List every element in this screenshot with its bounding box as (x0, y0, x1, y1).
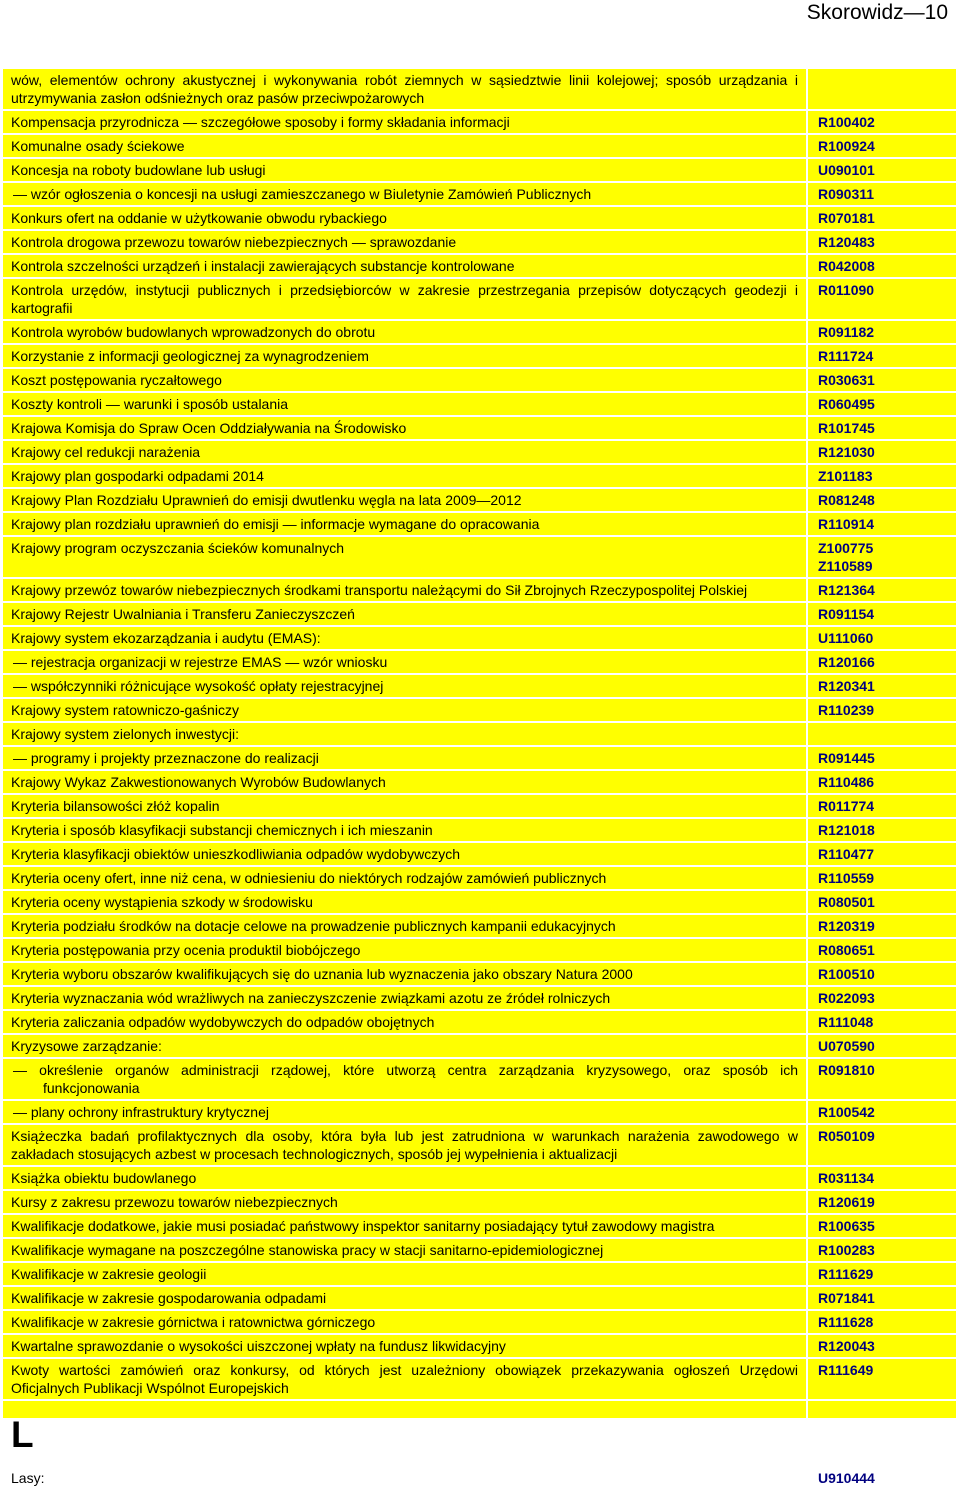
entry-code[interactable]: R022093 (808, 987, 956, 1011)
entry-code[interactable]: R081248 (808, 489, 956, 513)
entry-text: Krajowy Plan Rozdziału Uprawnień do emisji dwutlenku węgla na lata 2009—2012 (3, 489, 808, 513)
entry-text: — plany ochrony infrastruktury krytycznej (3, 1101, 808, 1125)
entry-code[interactable]: R071841 (808, 1287, 956, 1311)
entry-text: Kwalifikacje w zakresie geologii (3, 1263, 808, 1287)
entry-code (808, 723, 956, 747)
entry-text: Kontrola drogowa przewozu towarów niebezpiecznych — sprawozdanie (3, 231, 808, 255)
entry-code[interactable]: R111649 (808, 1359, 956, 1401)
entry-text: Koszt postępowania ryczałtowego (3, 369, 808, 393)
entry-code[interactable]: R120483 (808, 231, 956, 255)
entry-code[interactable]: R120166 (808, 651, 956, 675)
entry-code[interactable]: R091445 (808, 747, 956, 771)
entry-text: Kryzysowe zarządzanie: (3, 1035, 808, 1059)
entry-code[interactable]: R120319 (808, 915, 956, 939)
entry-code[interactable]: R091154 (808, 603, 956, 627)
entry-code[interactable]: R121018 (808, 819, 956, 843)
entry-code[interactable]: R030631 (808, 369, 956, 393)
entry-text: Kryteria oceny ofert, inne niż cena, w odniesieniu do niektórych rodzajów zamówień publicznych (3, 867, 808, 891)
entry-text: Kontrola urzędów, instytucji publicznych i przedsiębiorców w zakresie przestrzegania przepisów dotyczących geodezji i kartografii (3, 279, 808, 321)
entry-code[interactable]: R031134 (808, 1167, 956, 1191)
entry-code[interactable]: R120341 (808, 675, 956, 699)
section-letter-blank (808, 1401, 956, 1467)
entry-code[interactable]: R080651 (808, 939, 956, 963)
entry-code[interactable]: Z100775 Z110589 (808, 537, 956, 579)
index-table (3, 67, 956, 1486)
entry-code[interactable]: R100635 (808, 1215, 956, 1239)
entry-text: Kompensacja przyrodnicza — szczegółowe sposoby i formy składania informacji (3, 111, 808, 135)
entry-text: Kryteria podziału środków na dotacje celowe na prowadzenie publicznych kampanii edukacyjnych (3, 915, 808, 939)
entry-text: Kwoty wartości zamówień oraz konkursy, od których jest uzależniony obowiązek przekazywania ogłoszeń Urzędowi Oficjalnych Publikacji Wspólnot Europejskich (3, 1359, 808, 1401)
entry-text: Kryteria zaliczania odpadów wydobywczych do odpadów obojętnych (3, 1011, 808, 1035)
entry-text: Krajowy system ratowniczo-gaśniczy (3, 699, 808, 723)
entry-text: Kryteria bilansowości złóż kopalin (3, 795, 808, 819)
entry-text: — programy i projekty przeznaczone do realizacji (3, 747, 808, 771)
entry-code[interactable]: R091182 (808, 321, 956, 345)
entry-text: Kwalifikacje dodatkowe, jakie musi posiadać państwowy inspektor sanitarny posiadający tytuł zawodowy magistra (3, 1215, 808, 1239)
entry-code[interactable]: R120619 (808, 1191, 956, 1215)
entry-code[interactable]: U910444 (818, 1470, 875, 1486)
entry-code (808, 69, 956, 111)
entry-code[interactable]: R100402 (808, 111, 956, 135)
entry-text: Krajowy Rejestr Uwalniania i Transferu Zanieczyszczeń (3, 603, 808, 627)
entry-code[interactable]: R100283 (808, 1239, 956, 1263)
entry-code[interactable]: R091810 (808, 1059, 956, 1101)
entry-code[interactable]: R110477 (808, 843, 956, 867)
entry-text: Krajowy Wykaz Zakwestionowanych Wyrobów Budowlanych (3, 771, 808, 795)
entry-text: Kursy z zakresu przewozu towarów niebezpiecznych (3, 1191, 808, 1215)
entry-code[interactable]: R111048 (808, 1011, 956, 1035)
entry-code[interactable]: U070590 (808, 1035, 956, 1059)
entry-code[interactable]: R090311 (808, 183, 956, 207)
entry-text: Koszty kontroli — warunki i sposób ustalania (3, 393, 808, 417)
entry-code[interactable]: R011090 (808, 279, 956, 321)
entry-text: — rejestracja organizacji w rejestrze EMAS — wzór wniosku (3, 651, 808, 675)
entry-text: Krajowy program oczyszczania ścieków komunalnych (3, 537, 808, 579)
entry-code[interactable]: R070181 (808, 207, 956, 231)
entry-text: Kontrola szczelności urządzeń i instalacji zawierających substancje kontrolowane (3, 255, 808, 279)
entry-text: Kryteria oceny wystąpienia szkody w środowisku (3, 891, 808, 915)
entry-text: wów, elementów ochrony akustycznej i wykonywania robót ziemnych w sąsiedztwie linii kolejowej; sposób urządzania i utrzymywania zasłon odśnieżnych oraz pasów przeciwpożarowych (3, 69, 808, 111)
entry-text: Krajowy plan gospodarki odpadami 2014 (3, 465, 808, 489)
entry-text: Kwalifikacje w zakresie górnictwa i ratownictwa górniczego (3, 1311, 808, 1335)
entry-code[interactable]: R080501 (808, 891, 956, 915)
entry-text: Korzystanie z informacji geologicznej za wynagrodzeniem (3, 345, 808, 369)
entry-text: Kryteria i sposób klasyfikacji substancji chemicznych i ich mieszanin (3, 819, 808, 843)
entry-text: Kryteria klasyfikacji obiektów unieszkodliwiania odpadów wydobywczych (3, 843, 808, 867)
entry-text: Krajowy cel redukcji narażenia (3, 441, 808, 465)
entry-code[interactable]: R111724 (808, 345, 956, 369)
entry-text: Książeczka badań profilaktycznych dla osoby, która była lub jest zatrudniona w warunkach narażenia zawodowego w zakładach stosujących azbest w procesach technologicznych, sposób jej wypełnienia i aktualizacji (3, 1125, 808, 1167)
entry-text: Konkurs ofert na oddanie w użytkowanie obwodu rybackiego (3, 207, 808, 231)
entry-text: Krajowa Komisja do Spraw Ocen Oddziaływania na Środowisko (3, 417, 808, 441)
entry-text: Kontrola wyrobów budowlanych wprowadzonych do obrotu (3, 321, 808, 345)
entry-code[interactable]: R050109 (808, 1125, 956, 1167)
entry-code[interactable]: U090101 (808, 159, 956, 183)
entry-code[interactable]: R110239 (808, 699, 956, 723)
entry-text: — określenie organów administracji rządowej, które utworzą centra zarządzania kryzysowego, oraz sposób ich funkcjonowania (3, 1059, 808, 1101)
entry-text: Kwalifikacje w zakresie gospodarowania odpadami (3, 1287, 808, 1311)
entry-text: Książka obiektu budowlanego (3, 1167, 808, 1191)
entry-code[interactable]: R060495 (808, 393, 956, 417)
entry-code[interactable]: R011774 (808, 795, 956, 819)
entry-code[interactable]: R110914 (808, 513, 956, 537)
entry-code[interactable]: R121364 (808, 579, 956, 603)
entry-text: Kwalifikacje wymagane na poszczególne stanowiska pracy w stacji sanitarno-epidemiologicznej (3, 1239, 808, 1263)
page-title: Skorowidz—10 (806, 1, 948, 24)
entry-text: Krajowy system ekozarządzania i audytu (EMAS): (3, 627, 808, 651)
entry-text: Koncesja na roboty budowlane lub usługi (3, 159, 808, 183)
entry-text: — wzór ogłoszenia o koncesji na usługi zamieszczanego w Biuletynie Zamówień Publicznych (3, 183, 808, 207)
entry-code[interactable]: U111060 (808, 627, 956, 651)
entry-text: Krajowy przewóz towarów niebezpiecznych środkami transportu należącymi do Sił Zbrojnych Rzeczypospolitej Polskiej (3, 579, 808, 603)
entry-code[interactable]: R111628 (808, 1311, 956, 1335)
entry-text: Kryteria wyznaczania wód wrażliwych na zanieczyszczenie związkami azotu ze źródeł rolniczych (3, 987, 808, 1011)
entry-code[interactable]: R100924 (808, 135, 956, 159)
entry-text: Kryteria postępowania przy ocenia produktil biobójczego (3, 939, 808, 963)
entry-text: Kwartalne sprawozdanie o wysokości uiszczonej wpłaty na fundusz likwidacyjny (3, 1335, 808, 1359)
entry-code[interactable]: R120043 (808, 1335, 956, 1359)
entry-text: — współczynniki różnicujące wysokość opłaty rejestracyjnej (3, 675, 808, 699)
entry-code[interactable]: R110559 (808, 867, 956, 891)
entry-code[interactable]: R110486 (808, 771, 956, 795)
section-letter: L (3, 1401, 808, 1467)
entry-code[interactable]: R100542 (808, 1101, 956, 1125)
entry-code[interactable]: Z101183 (808, 465, 956, 489)
entry-code[interactable]: R111629 (808, 1263, 956, 1287)
entry-text: Krajowy plan rozdziału uprawnień do emisji — informacje wymagane do opracowania (3, 513, 808, 537)
entry-text: Krajowy system zielonych inwestycji: (3, 723, 808, 747)
entry-code[interactable]: R121030 (808, 441, 956, 465)
entry-code[interactable]: R042008 (808, 255, 956, 279)
entry-text: Lasy: (3, 1467, 808, 1489)
entry-text: Komunalne osady ściekowe (3, 135, 808, 159)
entry-text: Kryteria wyboru obszarów kwalifikujących się do uznania lub wyznaczenia jako obszary Natura 2000 (3, 963, 808, 987)
entry-code[interactable]: R100510 (808, 963, 956, 987)
entry-code[interactable]: R101745 (808, 417, 956, 441)
